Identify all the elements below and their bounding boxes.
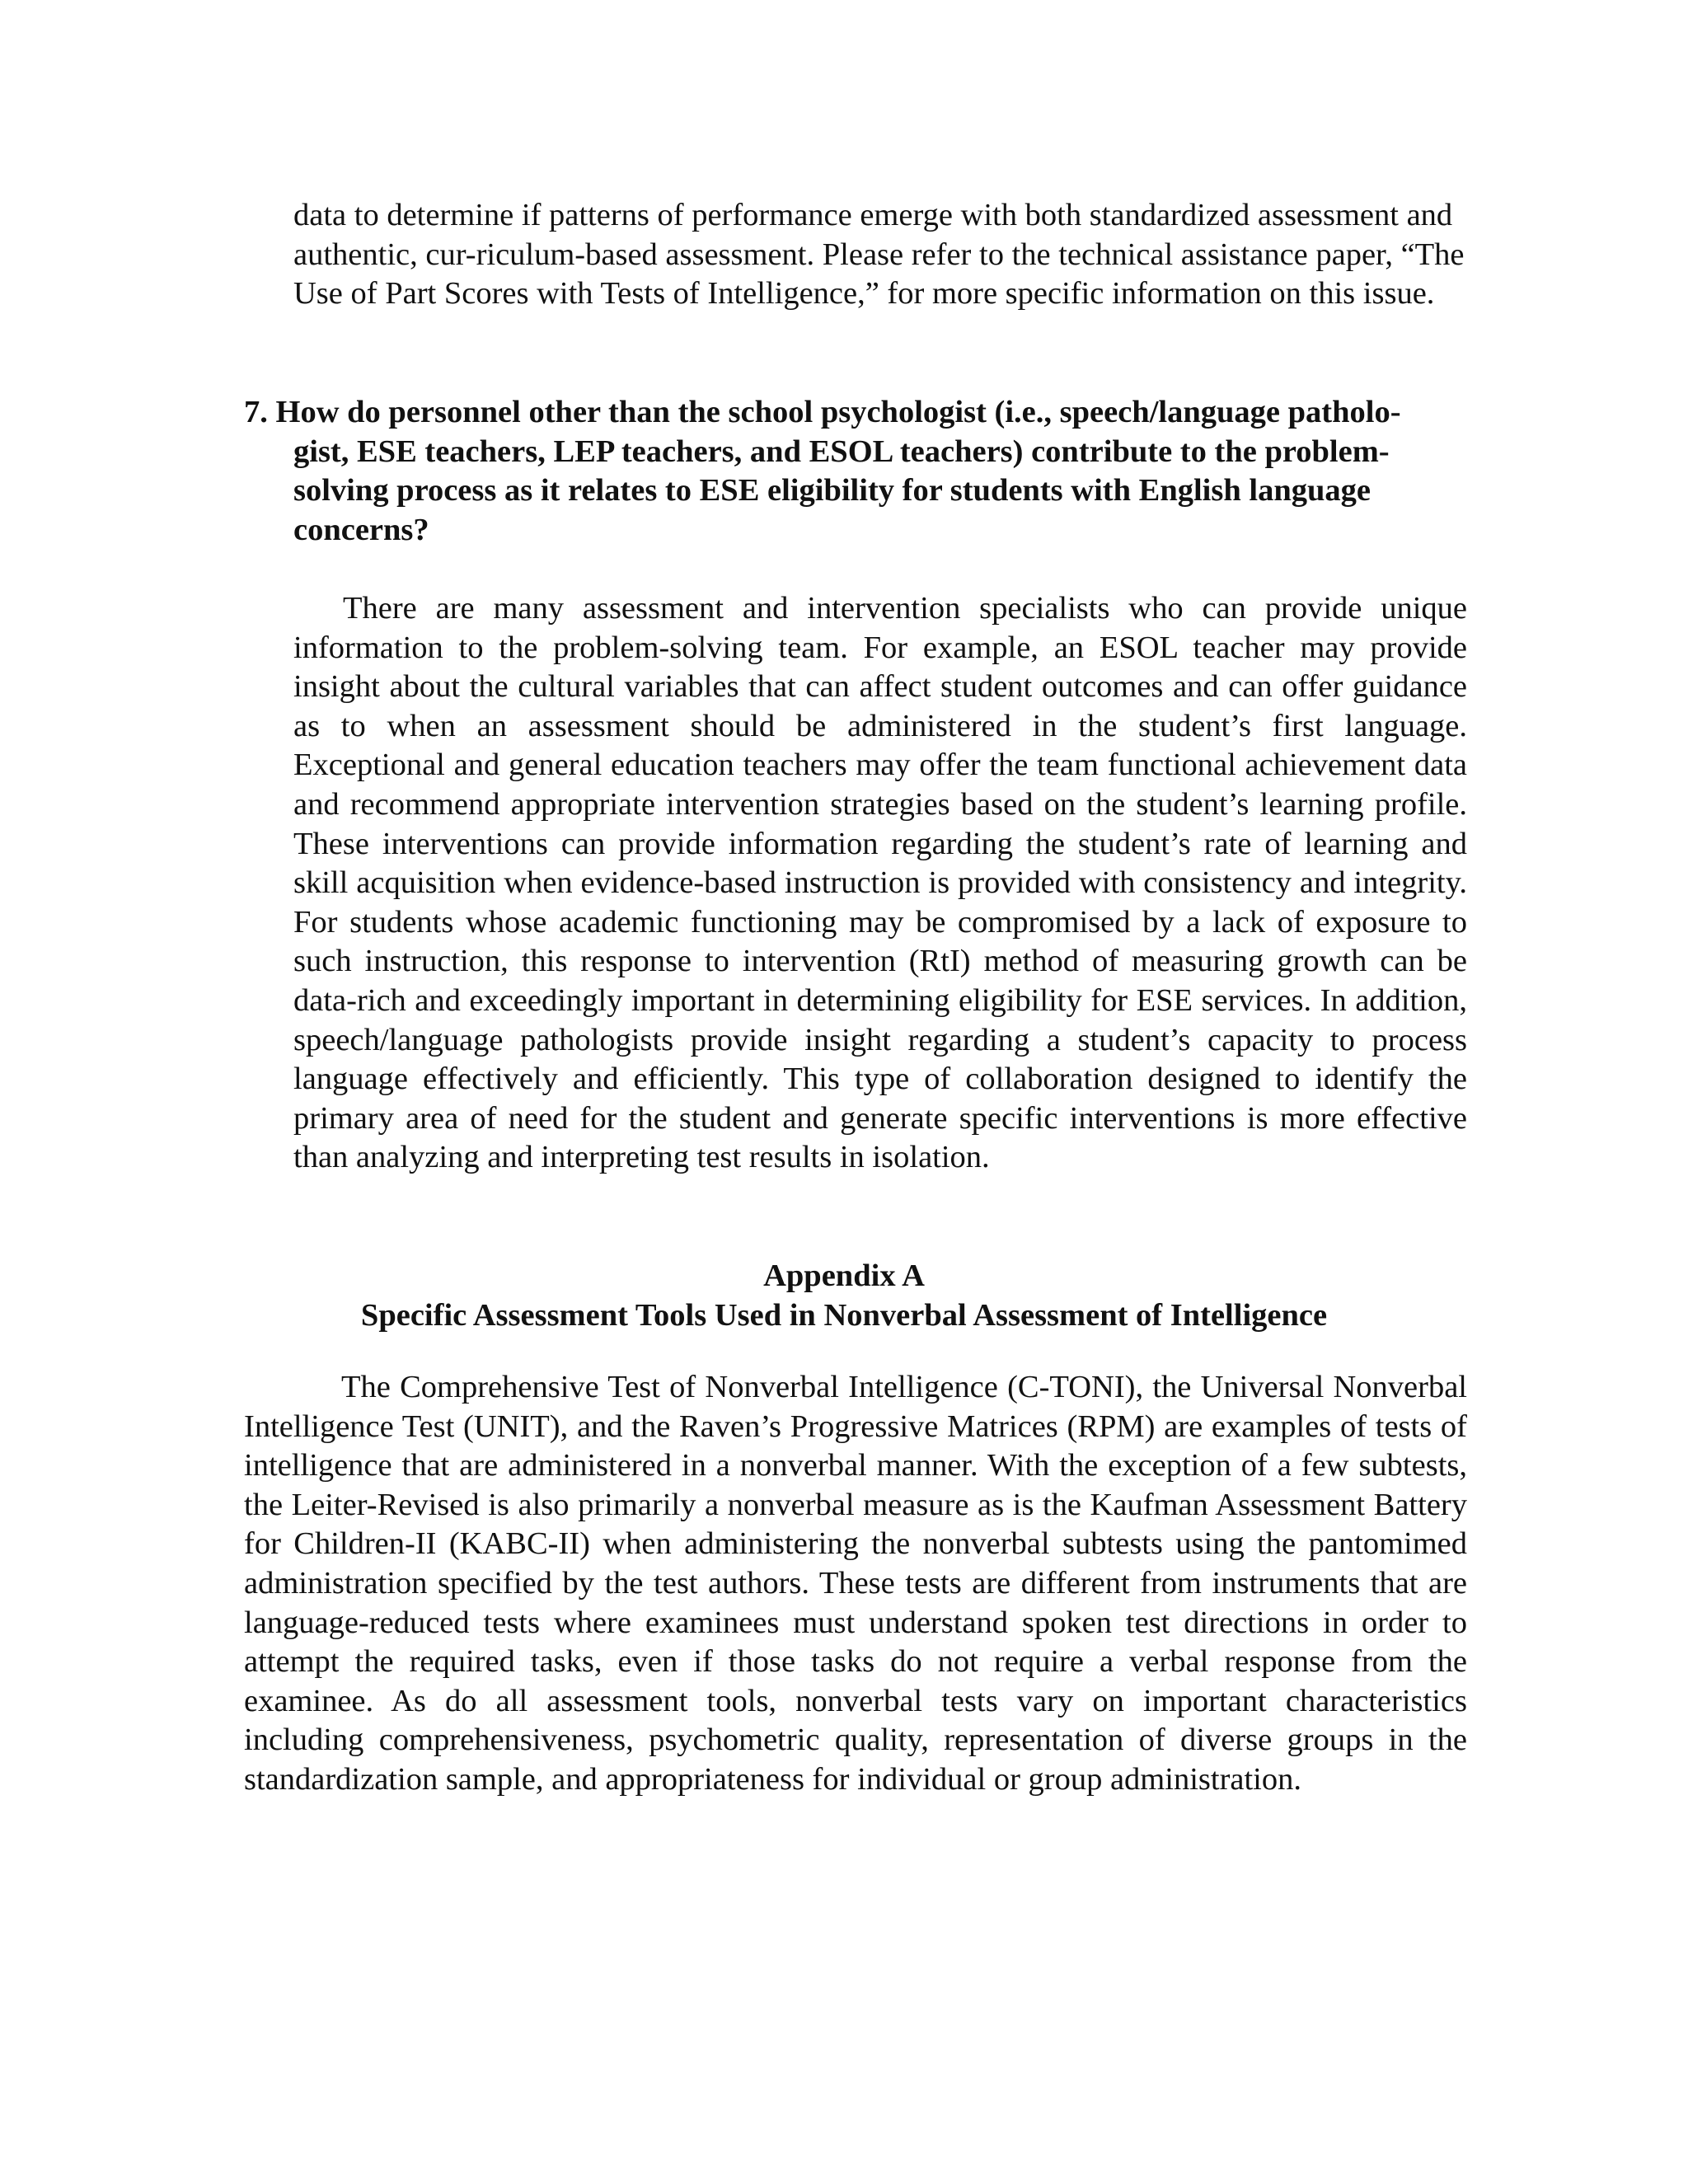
appendix-body-paragraph: The Comprehensive Test of Nonverbal Intelligence (C-TONI), the Universal Nonverbal Intelligence Test (UNIT), and the Raven’s Progressive Matrices (RPM) are examples of tests of intelligence that are administered in a nonverbal manner. With the exception of a few subtests, the Leiter-Revised is also primarily a nonverbal measure as is the Kaufman Assessment Battery for Children-II (KABC-II) when administering the nonverbal subtests using the pantomimed administration specified by the test authors. These tests are different from instruments that are language-reduced tests where examinees must understand spoken test directions in order to attempt the required tasks, even if those tasks do not require a verbal response from the examinee. As do all assessment tools, nonverbal tests vary on important characteristics including comprehensiveness, psychometric quality, representation of diverse groups in the standardization sample, and appropriateness for individual or group administration.: [244, 1370, 1467, 1797]
question-7-answer: There are many assessment and intervention specialists who can provide unique information to the problem-solving team. For example, an ESOL teacher may provide insight about the cultural variables that can affect student outcomes and can offer guidance as to when an assessment should be administered in the student’s first language. Exceptional and general education teachers may offer the team functional achievement data and recommend appropriate intervention strategies based on the student’s learning profile. These interventions can provide information regarding the student’s rate of learning and skill acquisition when evidence-based instruction is provided with consistency and integrity. For students whose academic functioning may be compromised by a lack of exposure to such instruction, this response to intervention (RtI) method of measuring growth can be data-rich and exceedingly important in determining eligibility for ESE services. In addition, speech/language pathologists provide insight regarding a student’s capacity to process language effectively and efficiently. This type of collaboration designed to identify the primary area of need for the student and generate specific interventions is more effective than analyzing and interpreting test results in isolation.: [293, 591, 1467, 1175]
question-7-heading: 7. How do personnel other than the school psychologist (i.e., speech/language patholo-gist, ESE teachers, LEP teachers, and ESOL teachers) contribute to the problem-solving process as it relates to ESE eligibility for students with English language concerns?: [244, 395, 1401, 547]
continued-paragraph: data to determine if patterns of performance emerge with both standardized assessment and authentic, cur-riculum-based assessment. Please refer to the technical assistance paper, “The Use of Part Scores with Tests of Intelligence,” for more specific information on this issue.: [293, 198, 1465, 312]
appendix-heading: [0, 1257, 1688, 1335]
appendix-title: Appendix A: [763, 1258, 925, 1293]
appendix-subtitle: Specific Assessment Tools Used in Nonverbal Assessment of Intelligence: [360, 1297, 1328, 1333]
